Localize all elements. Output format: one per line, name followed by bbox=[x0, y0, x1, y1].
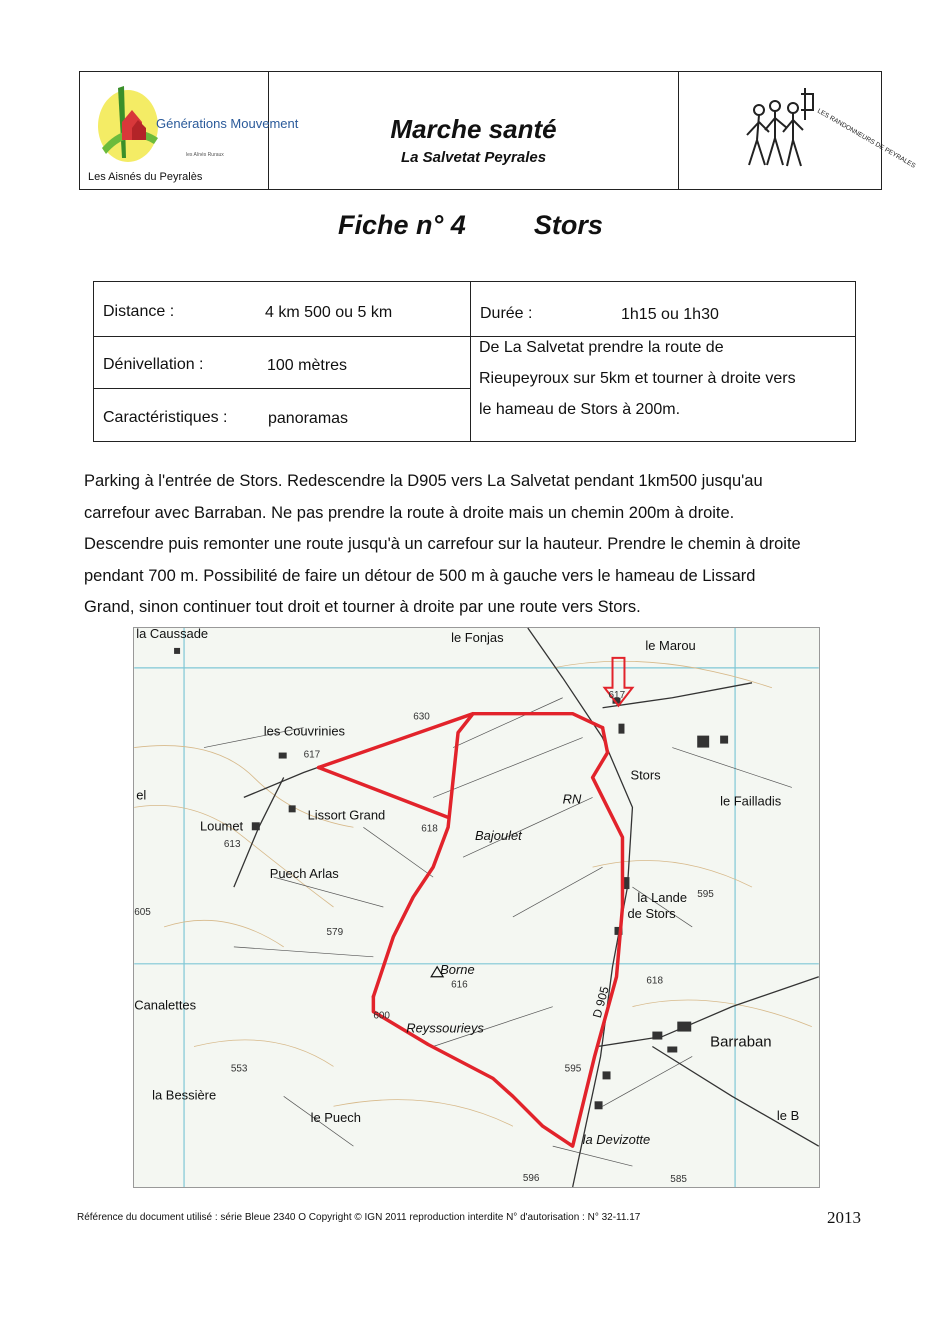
org-logo-text: Générations Mouvement bbox=[156, 116, 299, 131]
label-la-devizotte: la Devizotte bbox=[582, 1132, 651, 1148]
label-stors: Stors bbox=[630, 767, 661, 783]
label-les-couvrinies: les Couvrinies bbox=[263, 723, 346, 739]
description-line: pendant 700 m. Possibilité de faire un détour de 500 m à gauche vers le hameau de Lissard bbox=[84, 566, 756, 585]
height-605: 605 bbox=[134, 906, 151, 918]
map-grid bbox=[134, 625, 819, 1187]
route-map bbox=[133, 627, 820, 1188]
title-cell bbox=[269, 72, 679, 189]
org-logo-sub: les Aînés Ruraux bbox=[186, 152, 224, 158]
description-line: carrefour avec Barraban. Ne pas prendre la route à droite mais un chemin 200m à droite. bbox=[84, 503, 735, 522]
fiche-heading bbox=[338, 210, 603, 241]
label-reyssourieys: Reyssourieys bbox=[406, 1020, 484, 1036]
label-bajoulet: Bajoulet bbox=[475, 828, 522, 844]
footer-year: 2013 bbox=[827, 1208, 861, 1227]
height-595: 595 bbox=[697, 889, 714, 901]
description-line: Parking à l'entrée de Stors. Redescendre la D905 vers La Salvetat pendant 1km500 jusqu'au bbox=[84, 472, 763, 490]
caracteristiques-value: panoramas bbox=[268, 410, 349, 427]
label-le-marou: le Marou bbox=[645, 637, 696, 653]
page-subtitle: La Salvetat Peyrales bbox=[400, 149, 547, 166]
fiche-place: Stors bbox=[533, 210, 603, 240]
height-618: 618 bbox=[421, 823, 438, 835]
description-line: Descendre puis remonter une route jusqu'à un carrefour sur la hauteur. Prendre le chemin à droite bbox=[84, 535, 801, 553]
page-title: Marche santé bbox=[390, 114, 557, 144]
info-table bbox=[93, 281, 856, 442]
access-line-3: le hameau de Stors à 200m. bbox=[479, 401, 681, 418]
label-barraban: Barraban bbox=[710, 1033, 772, 1051]
map-field-lines bbox=[204, 698, 792, 1166]
club-logo-text: LES RANDONNEURS DE PEYRALES bbox=[816, 107, 917, 170]
club-logo-cell bbox=[679, 72, 917, 189]
randonneurs-logo bbox=[699, 80, 949, 180]
walking-route bbox=[319, 711, 623, 1146]
label-le-b: le B bbox=[776, 1108, 800, 1124]
info-divider-1 bbox=[94, 336, 855, 337]
label-la-bessiere: la Bessière bbox=[152, 1087, 217, 1103]
label-le-failladis: le Failladis bbox=[720, 793, 782, 809]
map-canvas bbox=[134, 625, 819, 1187]
height-596: 596 bbox=[522, 1173, 540, 1185]
info-divider-2 bbox=[94, 388, 470, 389]
height-616: 616 bbox=[451, 979, 468, 991]
description-line: Grand, sinon continuer tout droit et tourner à droite par une route vers Stors. bbox=[84, 598, 641, 616]
access-line-2: Rieupeyroux sur 5km et tourner à droite vers bbox=[479, 370, 796, 387]
height-553: 553 bbox=[230, 1063, 248, 1075]
denivellation-value: 100 mètres bbox=[267, 357, 348, 374]
org-logo-cell bbox=[80, 72, 299, 189]
label-d905: D 905 bbox=[589, 984, 612, 1020]
height-595: 595 bbox=[564, 1063, 582, 1075]
label-loumet: Loumet bbox=[199, 818, 244, 834]
label-la-caussade: la Caussade bbox=[136, 625, 209, 641]
duree-value: 1h15 ou 1h30 bbox=[621, 306, 719, 323]
label-lissort-grand: Lissort Grand bbox=[307, 807, 386, 823]
fiche-number: Fiche n° 4 bbox=[338, 210, 466, 240]
info-divider-vertical bbox=[470, 282, 471, 441]
height-600: 600 bbox=[373, 1010, 390, 1022]
denivellation-label: Dénivellation : bbox=[103, 356, 204, 373]
height-617: 617 bbox=[608, 689, 626, 701]
label-le-fonjas: le Fonjas bbox=[451, 629, 504, 645]
header-box bbox=[79, 71, 917, 190]
label-canalettes: Canalettes bbox=[134, 997, 197, 1013]
label-le-puech: le Puech bbox=[310, 1110, 361, 1126]
height-630: 630 bbox=[413, 711, 430, 723]
map-roads bbox=[234, 628, 819, 1187]
generations-mouvement-logo bbox=[88, 78, 299, 166]
label-borne: Borne bbox=[440, 961, 475, 977]
height-617: 617 bbox=[303, 749, 321, 761]
height-579: 579 bbox=[326, 926, 344, 938]
footer-reference: Référence du document utilisé : série Bleue 2340 O Copyright © IGN 2011 reproduction interdite N° d'autorisation : N° 32-11.17 bbox=[77, 1212, 641, 1223]
distance-label: Distance : bbox=[103, 303, 175, 320]
route-description bbox=[84, 466, 884, 624]
height-618: 618 bbox=[646, 975, 664, 987]
label-la-lande: la Lande bbox=[637, 890, 688, 906]
height-585: 585 bbox=[670, 1174, 687, 1186]
access-line-1: De La Salvetat prendre la route de bbox=[479, 339, 724, 356]
distance-value: 4 km 500 ou 5 km bbox=[265, 304, 393, 321]
org-name: Les Aisnés du Peyralès bbox=[88, 171, 203, 183]
height-613: 613 bbox=[223, 839, 241, 851]
label-rn: RN bbox=[562, 791, 582, 807]
caracteristiques-label: Caractéristiques : bbox=[103, 409, 228, 426]
label-de-stors: de Stors bbox=[627, 905, 676, 921]
label-el: el bbox=[136, 787, 147, 803]
label-puech-arlas: Puech Arlas bbox=[269, 866, 339, 882]
duree-label: Durée : bbox=[480, 305, 533, 322]
